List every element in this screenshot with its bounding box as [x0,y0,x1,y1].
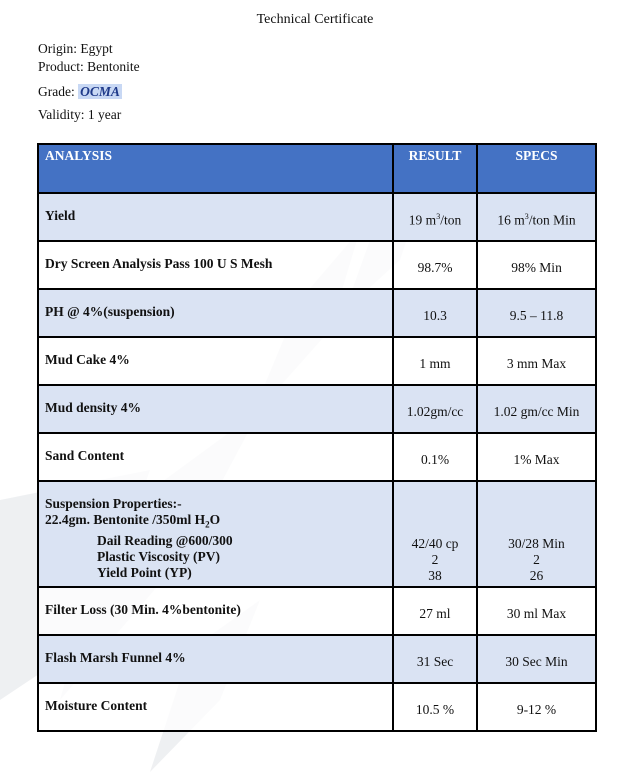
analysis-table [37,143,597,732]
result-number: 19 m [408,212,437,228]
row-specs [477,481,596,587]
table-row [38,289,596,337]
row-result: 98.7% [393,241,477,289]
table-row [38,683,596,731]
table-row [38,337,596,385]
table-row [38,193,596,241]
table-row [38,587,596,635]
table-row [38,385,596,433]
recipe-suffix: O [209,512,221,527]
specs-superscript: 3 [524,212,529,221]
table-row [38,433,596,481]
row-specs: 30 ml Max [477,587,596,635]
document-title: Technical Certificate [256,12,374,27]
row-analysis: Sand Content [38,433,393,481]
header-analysis: ANALYSIS [38,144,393,193]
table-row [38,241,596,289]
row-result: 1.02gm/cc [393,385,477,433]
row-result [393,193,477,241]
row-analysis: Flash Marsh Funnel 4% [38,635,393,683]
grade-line [38,84,122,100]
row-result: 0.1% [393,433,477,481]
suspension-sub-yp: Yield Point (YP) [97,564,192,580]
row-specs: 1% Max [477,433,596,481]
suspension-recipe [45,512,386,533]
specs-pv: 2 [533,552,540,567]
row-specs [477,193,596,241]
table-header-row [38,144,596,193]
row-specs: 3 mm Max [477,337,596,385]
row-specs: 30 Sec Min [477,635,596,683]
row-result: 27 ml [393,587,477,635]
row-result: 31 Sec [393,635,477,683]
table-row [38,481,596,587]
result-pv: 2 [431,552,439,567]
origin-line: Origin: Egypt [38,41,113,56]
row-result [393,481,477,587]
row-result: 10.3 [393,289,477,337]
suspension-sub-pv: Plastic Viscosity (PV) [97,548,220,564]
row-specs: 9.5 – 11.8 [477,289,596,337]
specs-number: 16 m [497,212,525,228]
validity-line: Validity: 1 year [38,107,122,122]
row-analysis: Moisture Content [38,683,393,731]
row-analysis: Dry Screen Analysis Pass 100 U S Mesh [38,241,393,289]
specs-dail: 30/28 Min [508,536,565,551]
header-specs: SPECS [477,144,596,193]
row-result: 1 mm [393,337,477,385]
table-row [38,635,596,683]
product-line: Product: Bentonite [38,59,140,74]
result-unit: /ton [440,212,462,228]
row-analysis: Mud density 4% [38,385,393,433]
recipe-text: 22.4gm. Bentonite /350ml H [45,512,206,527]
specs-unit: /ton Min [528,212,576,228]
result-superscript: 3 [436,212,441,221]
row-result: 10.5 % [393,683,477,731]
grade-label: Grade: [38,84,79,99]
header-result: RESULT [393,144,477,193]
specs-yp: 26 [529,568,544,583]
row-specs: 9-12 % [477,683,596,731]
row-specs: 1.02 gm/cc Min [477,385,596,433]
suspension-title: Suspension Properties:- [45,496,182,511]
grade-value[interactable]: OCMA [80,84,120,99]
result-yp: 38 [428,568,442,583]
row-analysis: PH @ 4%(suspension) [38,289,393,337]
row-analysis: Mud Cake 4% [38,337,393,385]
row-analysis: Filter Loss (30 Min. 4%bentonite) [38,587,393,635]
row-analysis [38,481,393,587]
recipe-subscript: 2 [205,519,210,530]
suspension-sub-dail: Dail Reading @600/300 [97,532,233,548]
row-analysis: Yield [38,193,393,241]
result-dail: 42/40 cp [411,536,459,551]
row-specs: 98% Min [477,241,596,289]
